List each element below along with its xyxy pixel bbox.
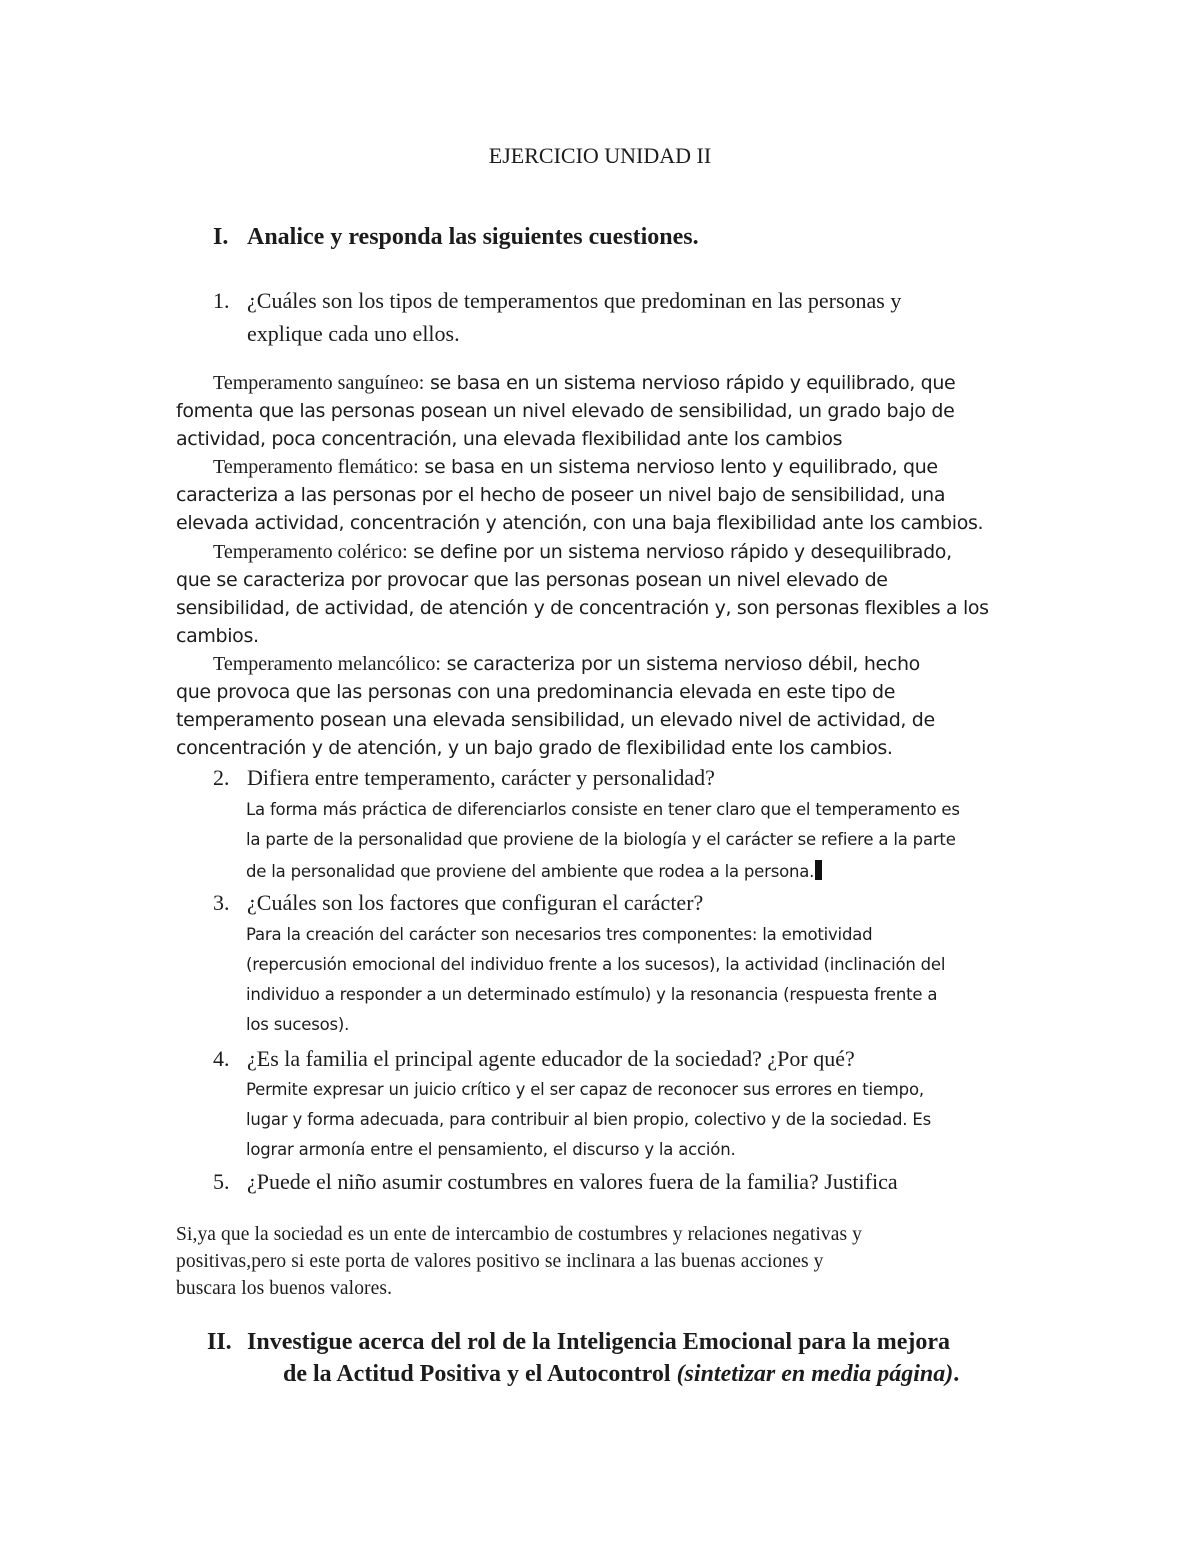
temperament-text: se define por un sistema nervioso rápido y desequilibrado, [407,541,952,563]
answer-2-line: la parte de la personalidad que proviene de la biología y el carácter se refiere a la parte [246,830,956,849]
answer-5-line: positivas,pero si este porta de valores positivo se inclinara a las buenas acciones y [176,1251,824,1272]
answer-3-line: Para la creación del carácter son necesarios tres componentes: la emotividad [246,925,873,944]
section2-line2-end: . [953,1361,960,1387]
answer-2-text: de la personalidad que proviene del ambiente que rodea a la persona. [246,862,815,881]
temperament-label: Temperamento flemático: [213,456,419,478]
answer-4-line: lugar y forma adecuada, para contribuir al bien propio, colectivo y de la sociedad. Es [246,1110,931,1129]
question-5-number: 5. [213,1169,230,1194]
question-2-number: 2. [213,765,230,790]
question-1-text-line-1: ¿Cuáles son los tipos de temperamentos que predominan en las personas y [247,288,902,313]
temperament-text: se basa en un sistema nervioso rápido y equilibrado, que [424,372,956,394]
temperament-line: temperamento posean una elevada sensibilidad, un elevado nivel de actividad, de [176,709,935,731]
temperament-label: Temperamento melancólico: [213,653,441,675]
temperament-line: cambios. [176,625,259,647]
temperament-first-line [213,541,952,564]
question-2-text: Difiera entre temperamento, carácter y personalidad? [247,765,715,790]
section2-title-line-1: Investigue acerca del rol de la Inteligencia Emocional para la mejora [247,1329,951,1355]
temperament-first-line [213,653,920,676]
temperament-line: que provoca que las personas con una predominancia elevada en este tipo de [176,681,896,703]
question-1-text-line-2: explique cada uno ellos. [247,321,460,346]
temperament-line: actividad, poca concentración, una elevada flexibilidad ante los cambios [176,428,843,450]
answer-4-line: lograr armonía entre el pensamiento, el discurso y la acción. [246,1140,736,1159]
question-3-number: 3. [213,890,230,915]
answer-3-line: los sucesos). [246,1015,350,1034]
temperament-first-line [213,372,955,395]
temperament-line: fomenta que las personas posean un nivel elevado de sensibilidad, un grado bajo de [176,400,955,422]
section2-number: II. [207,1329,232,1355]
question-4-text: ¿Es la familia el principal agente educador de la sociedad? ¿Por qué? [247,1046,855,1071]
temperament-label: Temperamento sanguíneo: [213,372,425,394]
temperament-line: sensibilidad, de actividad, de atención y de concentración y, son personas flexibles a los [176,597,989,619]
section2-title-line-2 [283,1361,959,1388]
answer-2-line: La forma más práctica de diferenciarlos consiste en tener claro que el temperamento es [246,800,960,819]
section1-number: I. [213,224,229,250]
section1-title: Analice y responda las siguientes cuestiones. [247,224,699,250]
answer-4-line: Permite expresar un juicio crítico y el ser capaz de reconocer sus errores en tiempo, [246,1080,924,1099]
answer-5-line: buscara los buenos valores. [176,1278,393,1299]
page-title: EJERCICIO UNIDAD II [488,143,712,168]
temperament-line: que se caracteriza por provocar que las personas posean un nivel elevado de [176,569,888,591]
temperament-line: elevada actividad, concentración y atención, con una baja flexibilidad ante los cambios. [176,512,984,534]
temperament-text: se basa en un sistema nervioso lento y equilibrado, que [418,456,938,478]
answer-2-line-last [246,860,822,881]
question-3-text: ¿Cuáles son los factores que configuran el carácter? [247,890,704,915]
temperament-line: caracteriza a las personas por el hecho de poseer un nivel bajo de sensibilidad, una [176,484,946,506]
section2-line2-main: de la Actitud Positiva y el Autocontrol [283,1361,677,1387]
section2-line2-italic: (sintetizar en media página) [676,1361,954,1387]
temperament-label: Temperamento colérico: [213,541,408,563]
question-4-number: 4. [213,1046,230,1071]
answer-5-line: Si,ya que la sociedad es un ente de intercambio de costumbres y relaciones negativas y [176,1224,862,1245]
answer-3-line: (repercusión emocional del individuo frente a los sucesos), la actividad (inclinación del [246,955,946,974]
question-1-number: 1. [213,288,230,313]
temperament-first-line [213,456,938,479]
question-5-text: ¿Puede el niño asumir costumbres en valores fuera de la familia? Justifica [247,1169,898,1194]
answer-3-line: individuo a responder a un determinado estímulo) y la resonancia (respuesta frente a [246,985,938,1004]
temperament-text: se caracteriza por un sistema nervioso débil, hecho [440,653,920,675]
temperament-line: concentración y de atención, y un bajo grado de flexibilidad ente los cambios. [176,737,893,759]
text-cursor [815,860,822,880]
